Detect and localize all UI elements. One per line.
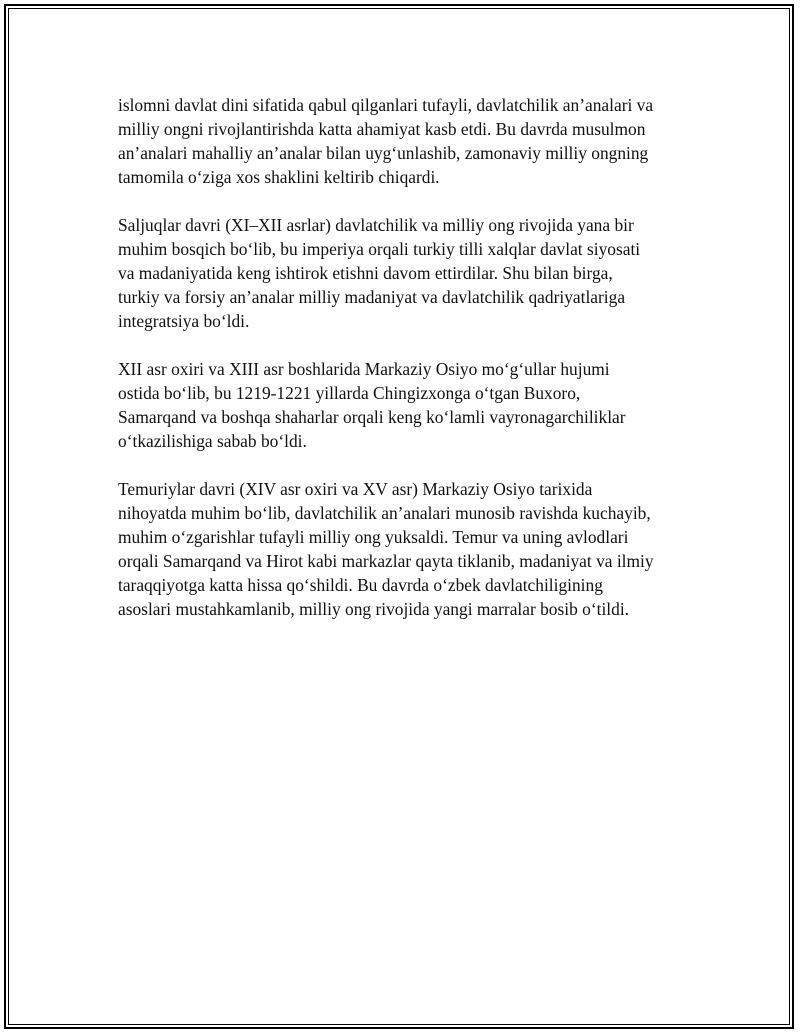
document-body bbox=[118, 93, 698, 645]
paragraph-4: Temuriylar davri (XIV asr oxiri va XV asr) Markaziy Osiyo tarixida nihoyatda muhim bo‘lib, davlatchilik an’analari munosib ravishda kuchayib, muhim o‘zgarishlar tufayli milliy ong yuksaldi. Temur va uning avlodlari orqali Samarqand va Hirot kabi markazlar qayta tiklanib, madaniyat va ilmiy taraqqiyotga katta hissa qo‘shildi. Bu davrda o‘zbek davlatchiligining asoslari mustahkamlanib, milliy ong rivojida yangi marralar bosib o‘tildi. bbox=[118, 479, 654, 619]
paragraph-3: XII asr oxiri va XIII asr boshlarida Markaziy Osiyo mo‘g‘ullar hujumi ostida bo‘lib, bu 1219-1221 yillarda Chingizxonga o‘tgan Buxoro, Samarqand va boshqa shaharlar orqali keng ko‘lamli vayronagarchiliklar o‘tkazilishiga sabab bo‘ldi. bbox=[118, 359, 626, 451]
paragraph-1: islomni davlat dini sifatida qabul qilganlari tufayli, davlatchilik an’analari va milliy ongni rivojlantirishda katta ahamiyat kasb etdi. Bu davrda musulmon an’analari mahalliy an’analar bilan uyg‘unlashib, zamonaviy milliy ongning tamomila o‘ziga xos shaklini keltirib chiqardi. bbox=[118, 95, 654, 187]
paragraph-2: Saljuqlar davri (XI–XII asrlar) davlatchilik va milliy ong rivojida yana bir muhim bosqich bo‘lib, bu imperiya orqali turkiy tilli xalqlar davlat siyosati va madaniyatida keng ishtirok etishni davom ettirdilar. Shu bilan birga, turkiy va forsiy an’analar milliy madaniyat va davlatchilik qadriyatlariga integratsiya bo‘ldi. bbox=[118, 215, 641, 331]
